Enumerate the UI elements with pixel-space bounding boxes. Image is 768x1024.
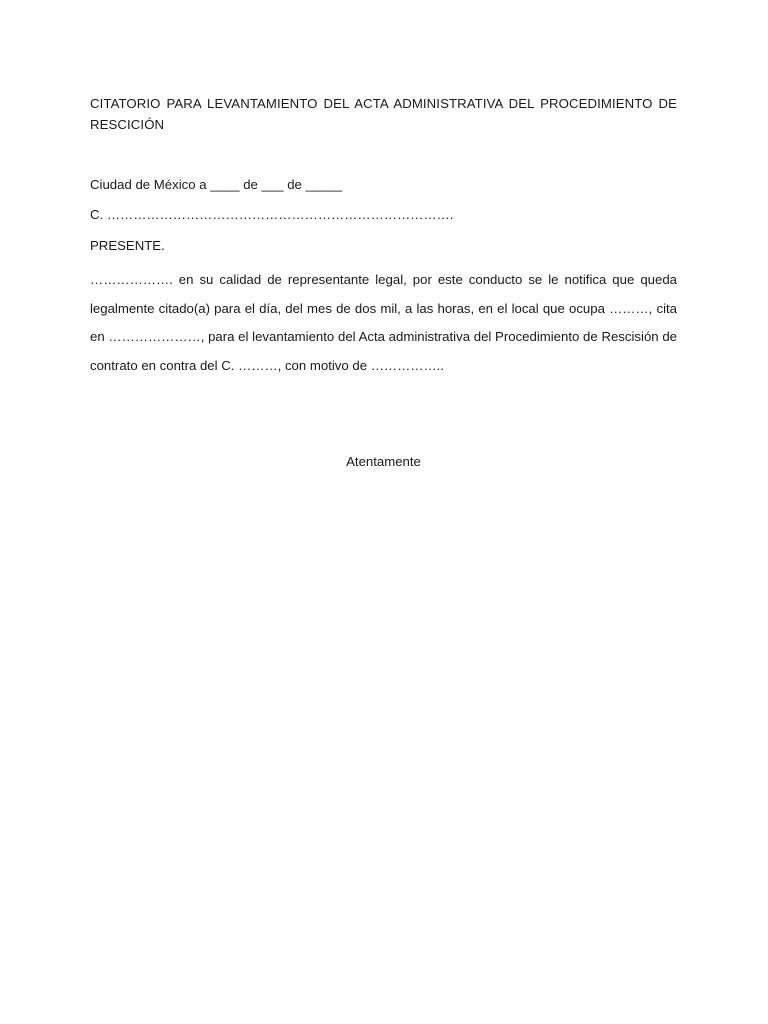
document-content	[90, 93, 677, 469]
date-line: Ciudad de México a ____ de ___ de _____	[90, 177, 343, 192]
closing-atentamente: Atentamente	[346, 454, 421, 469]
recipient-line: C. …………………………………………………………………….	[90, 207, 454, 222]
body-paragraph: ………………. en su calidad de representante legal, por este conducto se le notifica que queda legalmente citado(a) para el día, del mes de dos mil, a las horas, en el local que ocupa ………, cita en …………………, para el levantamiento del Acta administrativa del Procedimiento de Rescisión de contrato en contra del C. ………, con motivo de ……………..	[90, 272, 677, 373]
greeting: PRESENTE.	[90, 238, 165, 253]
document-title: CITATORIO PARA LEVANTAMIENTO DEL ACTA ADMINISTRATIVA DEL PROCEDIMIENTO DE RESCICIÓN	[90, 96, 677, 132]
